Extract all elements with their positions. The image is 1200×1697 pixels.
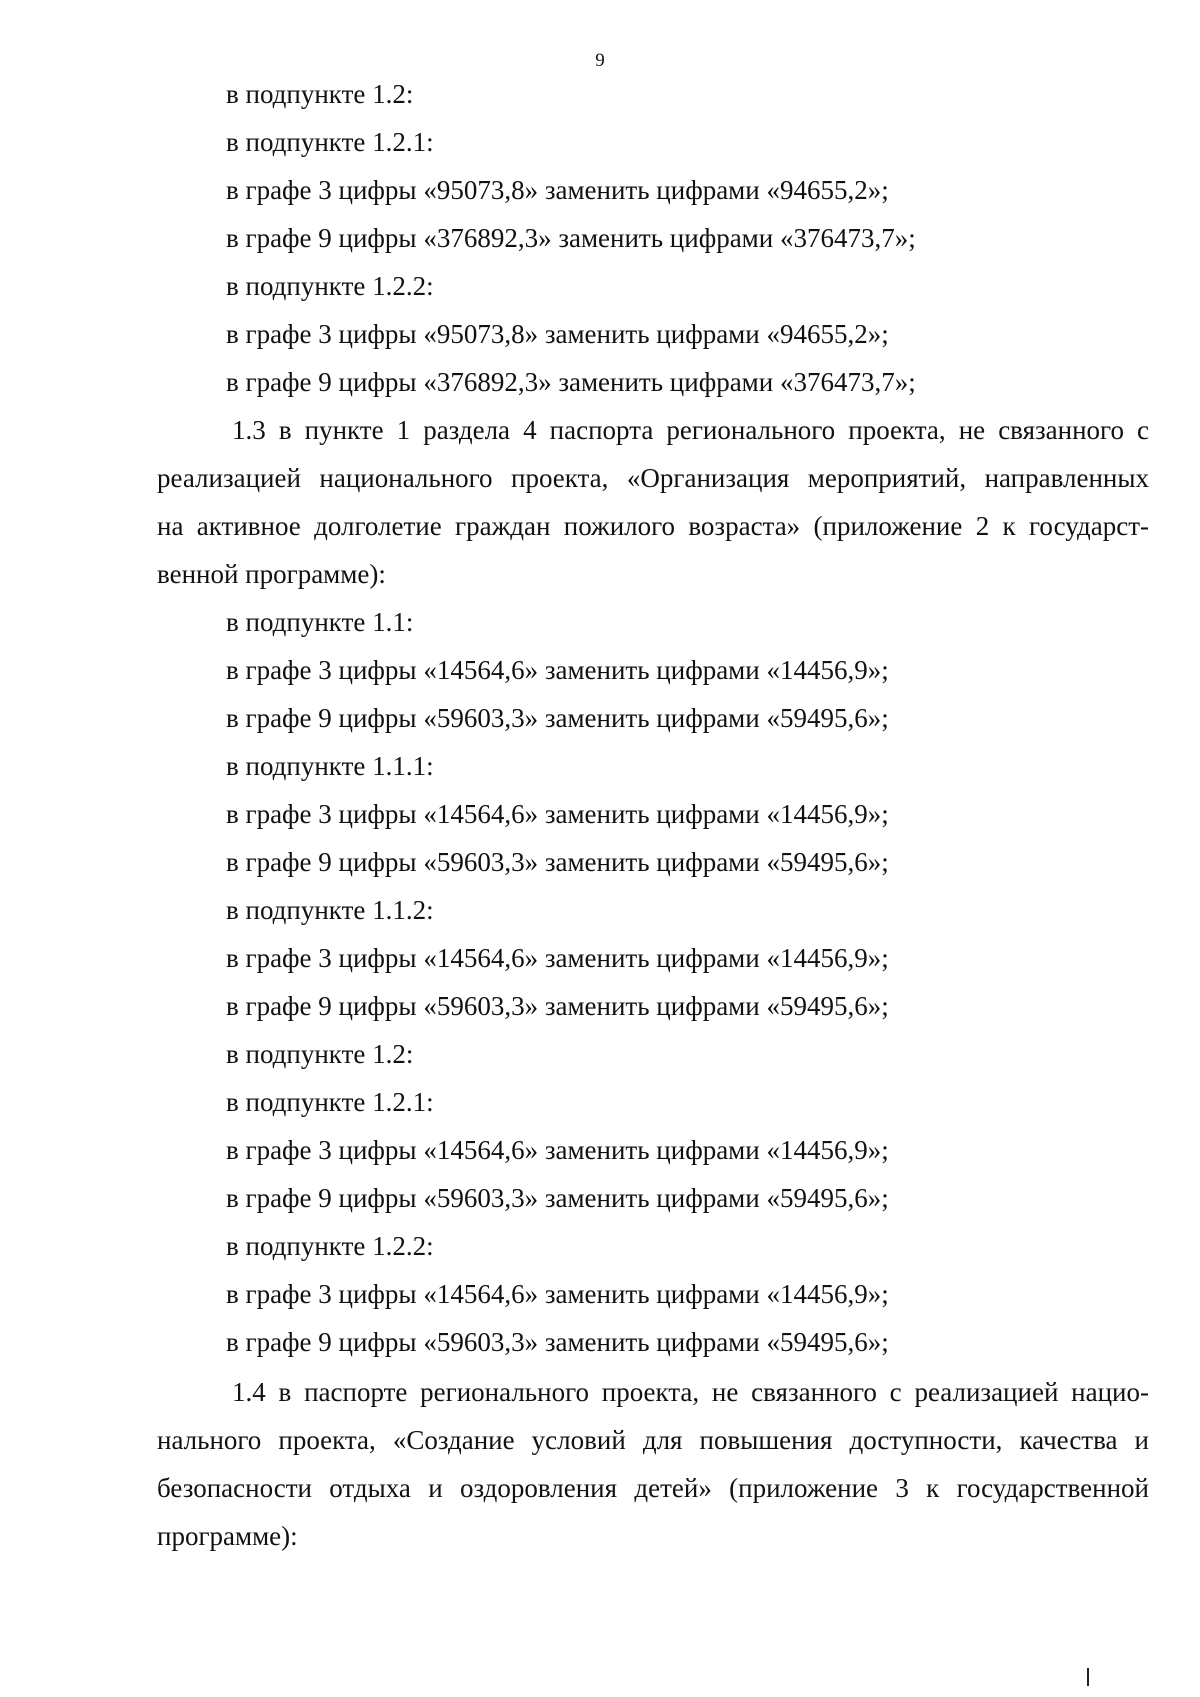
text-line: в графе 9 цифры «59603,3» заменить цифрами «59495,6»; (226, 991, 889, 1021)
paragraph-line: 1.4 в паспорте регионального проекта, не связанного с реализацией нацио- (232, 1377, 1149, 1407)
text-line: в графе 3 цифры «95073,8» заменить цифрами «94655,2»; (226, 319, 889, 349)
text-line: в подпункте 1.2.1: (226, 127, 434, 157)
text-line: в графе 3 цифры «14564,6» заменить цифрами «14456,9»; (226, 1279, 889, 1309)
paragraph-line: венной программе): (157, 559, 386, 589)
text-line: в графе 3 цифры «14564,6» заменить цифрами «14456,9»; (226, 655, 889, 685)
text-line: в подпункте 1.1.2: (226, 895, 434, 925)
page-number: 9 (595, 50, 605, 71)
text-line: в графе 9 цифры «59603,3» заменить цифрами «59495,6»; (226, 1327, 889, 1357)
text-line: в графе 3 цифры «14564,6» заменить цифрами «14456,9»; (226, 799, 889, 829)
text-line: в графе 3 цифры «95073,8» заменить цифрами «94655,2»; (226, 175, 889, 205)
text-line: в графе 3 цифры «14564,6» заменить цифрами «14456,9»; (226, 943, 889, 973)
text-line: в графе 9 цифры «59603,3» заменить цифрами «59495,6»; (226, 1183, 889, 1213)
text-line: в графе 3 цифры «14564,6» заменить цифрами «14456,9»; (226, 1135, 889, 1165)
text-line: в подпункте 1.1.1: (226, 751, 434, 781)
text-line: в подпункте 1.1: (226, 607, 414, 637)
text-line: в графе 9 цифры «59603,3» заменить цифрами «59495,6»; (226, 703, 889, 733)
paragraph-line: программе): (157, 1521, 298, 1551)
paragraph-line: на активное долголетие граждан пожилого возраста» (приложение 2 к государст- (157, 511, 1149, 541)
paragraph-line: нального проекта, «Создание условий для повышения доступности, качества и (157, 1425, 1149, 1455)
paragraph-line: безопасности отдыха и оздоровления детей» (приложение 3 к государственной (157, 1473, 1149, 1503)
text-line: в подпункте 1.2.2: (226, 1231, 434, 1261)
text-line: в графе 9 цифры «376892,3» заменить цифрами «376473,7»; (226, 223, 916, 253)
text-line: в графе 9 цифры «59603,3» заменить цифрами «59495,6»; (226, 847, 889, 877)
text-line: в графе 9 цифры «376892,3» заменить цифрами «376473,7»; (226, 367, 916, 397)
text-line: в подпункте 1.2: (226, 79, 414, 109)
text-line: в подпункте 1.2.2: (226, 271, 434, 301)
text-line: в подпункте 1.2: (226, 1039, 414, 1069)
text-line: в подпункте 1.2.1: (226, 1087, 434, 1117)
scan-mark (1087, 1668, 1089, 1686)
paragraph-line: реализацией национального проекта, «Организация мероприятий, направленных (157, 463, 1149, 493)
paragraph-line: 1.3 в пункте 1 раздела 4 паспорта регионального проекта, не связанного с (232, 415, 1149, 445)
